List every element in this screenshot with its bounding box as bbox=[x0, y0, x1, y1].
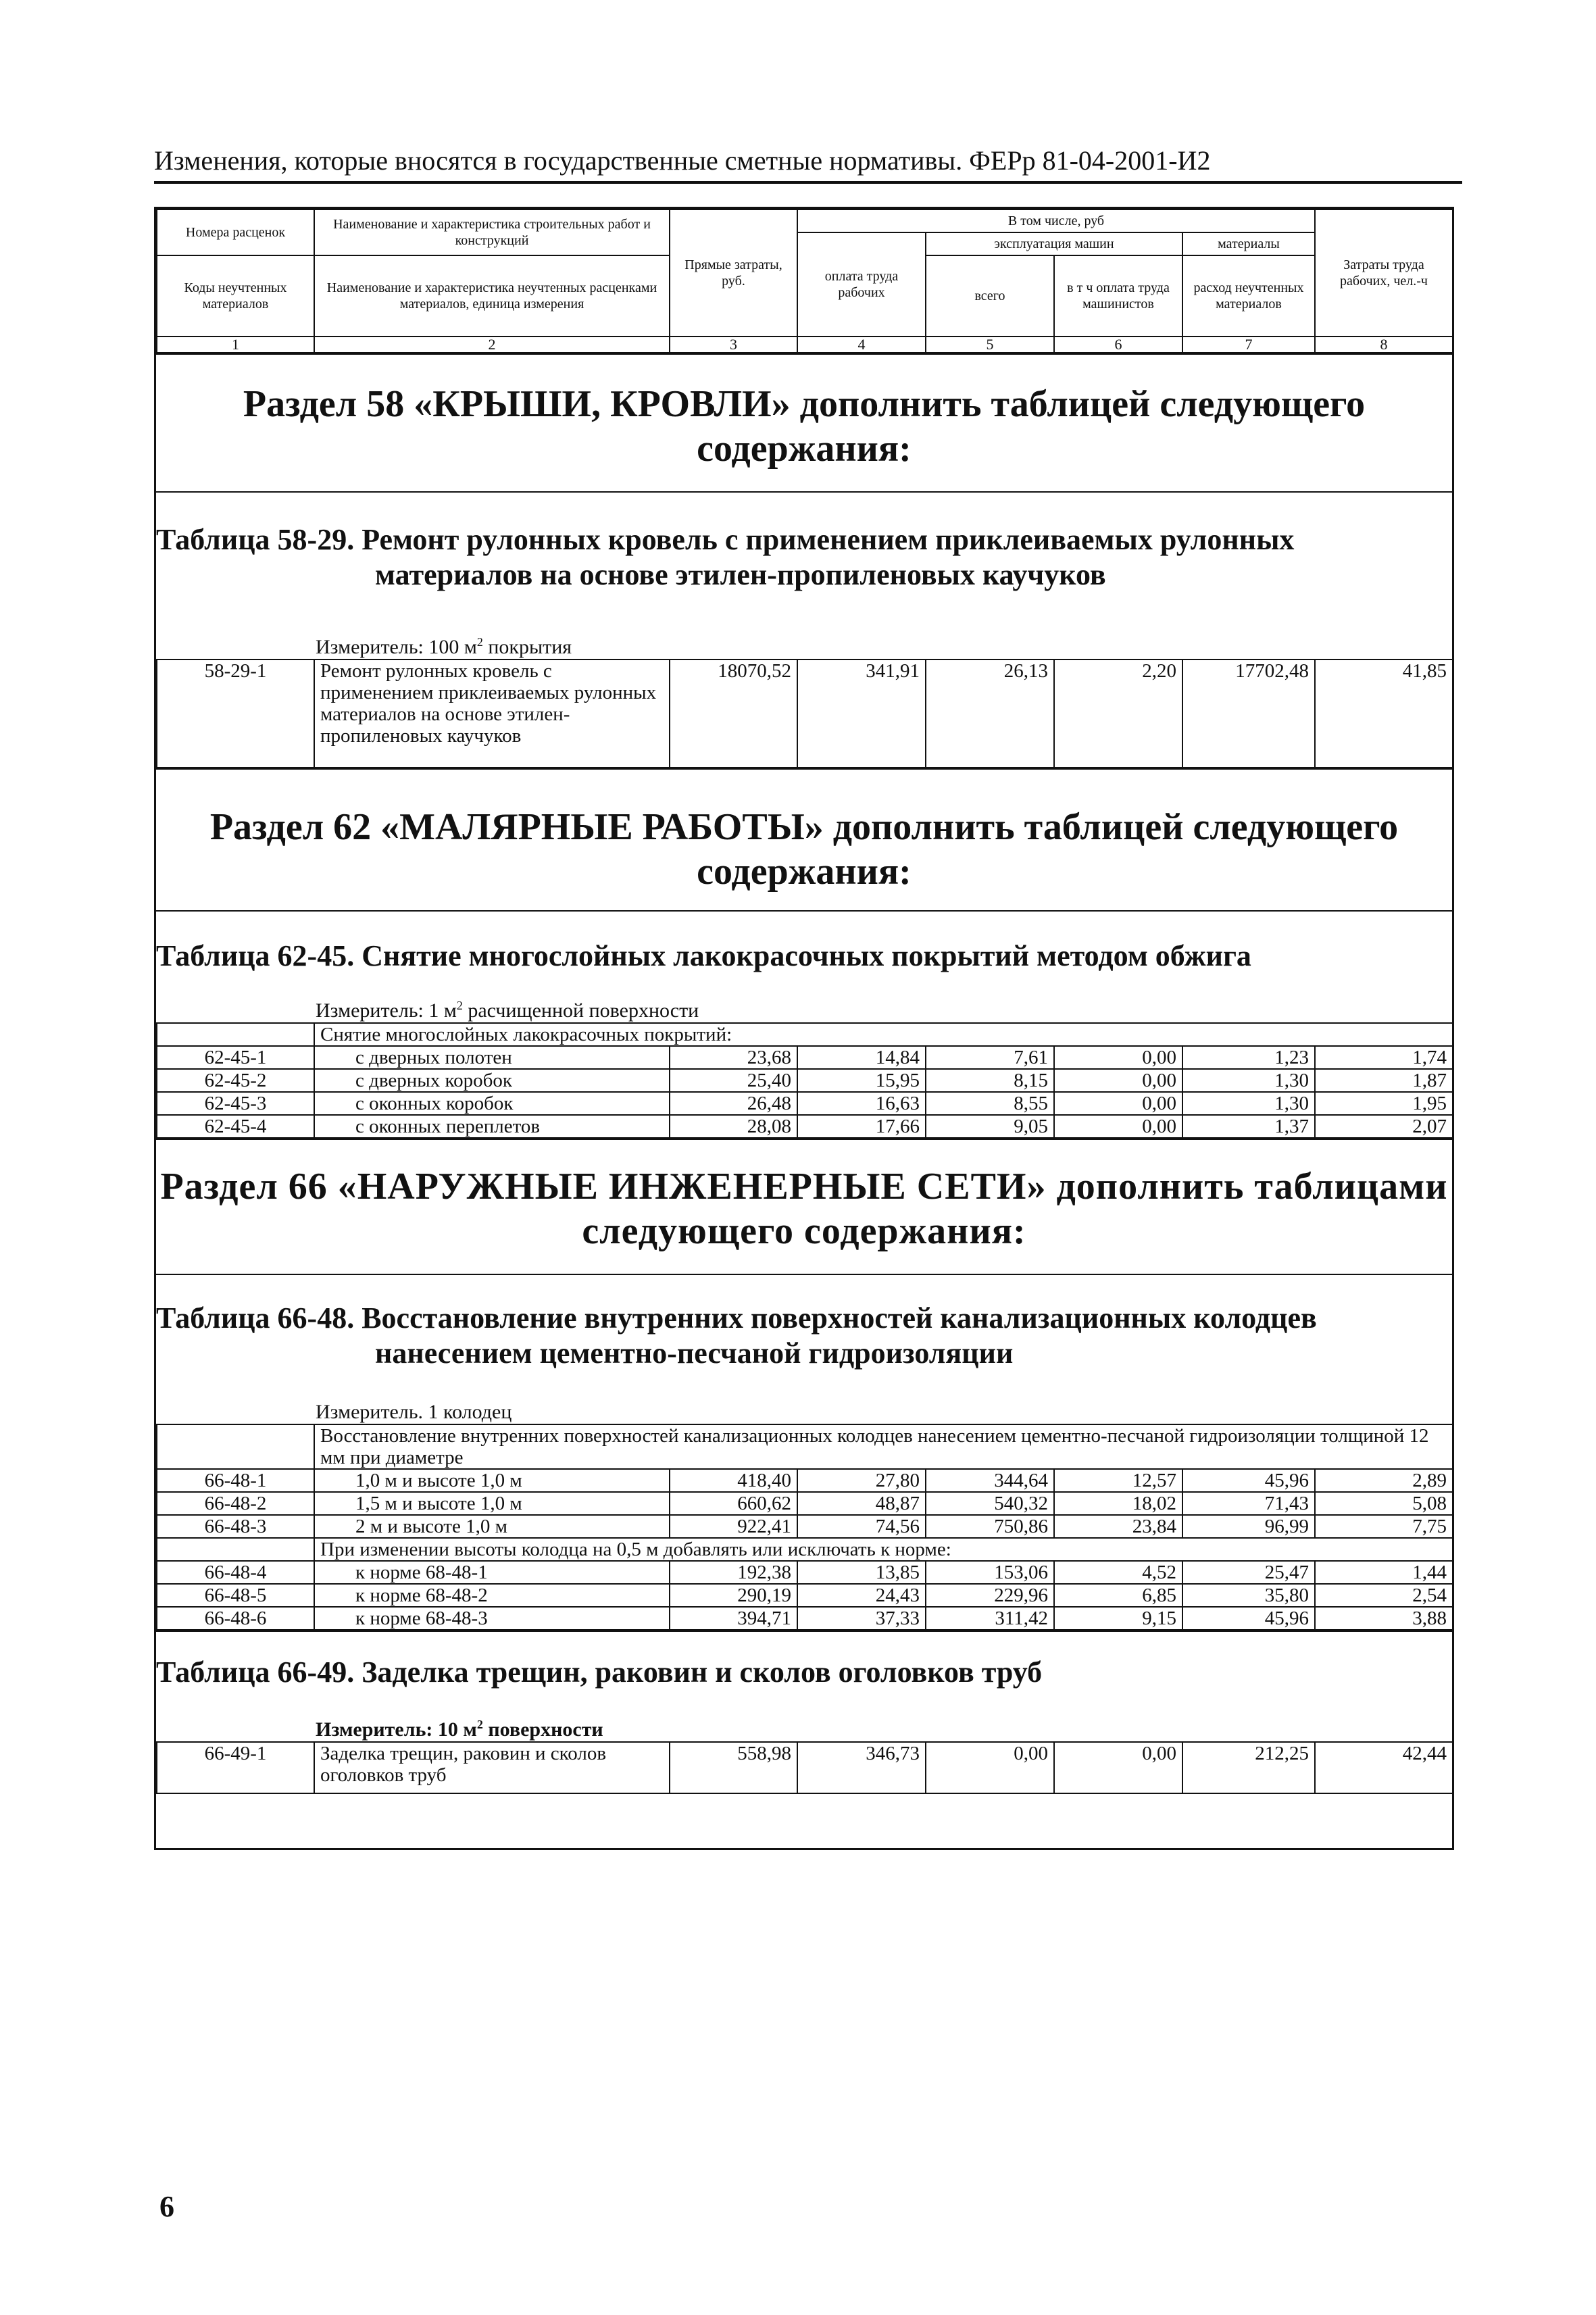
group-row bbox=[157, 1023, 1453, 1046]
row-name: 1,0 м и высоте 1,0 м bbox=[314, 1469, 670, 1492]
row-value: 8,15 bbox=[926, 1069, 1054, 1092]
row-value: 15,95 bbox=[797, 1069, 926, 1092]
row-value: 2,54 bbox=[1315, 1584, 1453, 1607]
note-row bbox=[157, 1538, 1453, 1561]
row-value: 1,74 bbox=[1315, 1046, 1453, 1069]
row-value: 2,89 bbox=[1315, 1469, 1453, 1492]
measure-62-45: Измеритель: 1 $м^2$ расчищенной поверхности bbox=[316, 999, 699, 1022]
col1-bottom: Коды неучтенных материалов bbox=[157, 255, 314, 337]
row-code: 62-45-2 bbox=[157, 1069, 314, 1092]
col4: оплата труда рабочих bbox=[797, 232, 926, 337]
row-value: 9,15 bbox=[1054, 1607, 1182, 1630]
row-name: к норме 68-48-1 bbox=[314, 1561, 670, 1584]
row-value: 17702,48 bbox=[1182, 659, 1315, 768]
row-value: 45,96 bbox=[1182, 1607, 1315, 1630]
row-value: 12,57 bbox=[1054, 1469, 1182, 1492]
col-num: 1 bbox=[157, 337, 314, 353]
table-title-66-49: Таблица 66-49. Заделка трещин, раковин и сколов оголовков труб bbox=[156, 1631, 1452, 1690]
table-title-line: нанесением цементно-песчаной гидроизоляции bbox=[375, 1337, 1014, 1370]
row-value: 7,61 bbox=[926, 1046, 1054, 1069]
col2-top: Наименование и характеристика строительных работ и конструкций bbox=[314, 209, 670, 255]
norms-table bbox=[154, 207, 1454, 1850]
group-row bbox=[157, 1424, 1453, 1469]
col6: в т ч оплата труда машинистов bbox=[1054, 255, 1182, 337]
col-num: 2 bbox=[314, 337, 670, 353]
table-title-line: Таблица 66-48. Восстановление внутренних поверхностей канализационных колодцев bbox=[156, 1301, 1317, 1335]
measure-58-29: Измеритель: 100 $м^2$ покрытия bbox=[316, 635, 572, 658]
row-value: 9,05 bbox=[926, 1115, 1054, 1138]
group-label: Снятие многослойных лакокрасочных покрытий: bbox=[314, 1023, 1453, 1046]
row-value: 24,43 bbox=[797, 1584, 926, 1607]
row-value: 0,00 bbox=[1054, 1115, 1182, 1138]
row-code: 62-45-4 bbox=[157, 1115, 314, 1138]
row-value: 28,08 bbox=[670, 1115, 797, 1138]
row-value: 26,48 bbox=[670, 1092, 797, 1115]
table-row bbox=[157, 659, 1453, 768]
row-value: 1,37 bbox=[1182, 1115, 1315, 1138]
row-value: 1,30 bbox=[1182, 1092, 1315, 1115]
row-code: 66-48-5 bbox=[157, 1584, 314, 1607]
row-value: 23,68 bbox=[670, 1046, 797, 1069]
row-value: 7,75 bbox=[1315, 1515, 1453, 1538]
row-value: 18,02 bbox=[1054, 1492, 1182, 1515]
row-name: с оконных переплетов bbox=[314, 1115, 670, 1138]
row-code: 66-48-1 bbox=[157, 1469, 314, 1492]
row-value: 290,19 bbox=[670, 1584, 797, 1607]
row-name: Заделка трещин, раковин и сколов оголовков труб bbox=[314, 1742, 670, 1793]
row-code: 62-45-3 bbox=[157, 1092, 314, 1115]
row-value: 74,56 bbox=[797, 1515, 926, 1538]
row-value: 96,99 bbox=[1182, 1515, 1315, 1538]
row-value: 192,38 bbox=[670, 1561, 797, 1584]
row-value: 25,40 bbox=[670, 1069, 797, 1092]
row-value: 558,98 bbox=[670, 1742, 797, 1793]
row-code: 66-48-4 bbox=[157, 1561, 314, 1584]
row-name: Ремонт рулонных кровель с применением приклеиваемых рулонных материалов на основе этилен-пропиленовых каучуков bbox=[314, 659, 670, 768]
col8: Затраты труда рабочих, чел.-ч bbox=[1315, 209, 1453, 337]
row-name: с оконных коробок bbox=[314, 1092, 670, 1115]
row-value: 2,20 bbox=[1054, 659, 1182, 768]
row-value: 6,85 bbox=[1054, 1584, 1182, 1607]
row-code: 62-45-1 bbox=[157, 1046, 314, 1069]
row-name: к норме 68-48-3 bbox=[314, 1607, 670, 1630]
row-value: 17,66 bbox=[797, 1115, 926, 1138]
machines-header: эксплуатация машин bbox=[926, 232, 1182, 255]
col-num: 5 bbox=[926, 337, 1054, 353]
col-num: 6 bbox=[1054, 337, 1182, 353]
section-heading-66: Раздел 66 «НАРУЖНЫЕ ИНЖЕНЕРНЫЕ СЕТИ» дополнить таблицами следующего содержания: bbox=[156, 1139, 1452, 1274]
col3: Прямые затраты, руб. bbox=[670, 209, 797, 337]
table-title-58-29 bbox=[156, 491, 1452, 593]
row-code: 58-29-1 bbox=[157, 659, 314, 768]
page-number: 6 bbox=[159, 2190, 174, 2223]
col2-bottom: Наименование и характеристика неучтенных расценками материалов, единица измерения bbox=[314, 255, 670, 337]
row-value: 26,13 bbox=[926, 659, 1054, 768]
row-value: 540,32 bbox=[926, 1492, 1054, 1515]
row-value: 14,84 bbox=[797, 1046, 926, 1069]
table-row bbox=[157, 1561, 1453, 1584]
row-value: 35,80 bbox=[1182, 1584, 1315, 1607]
data-table-66-48 bbox=[156, 1424, 1453, 1631]
table-row bbox=[157, 1046, 1453, 1069]
table-row bbox=[157, 1092, 1453, 1115]
row-value: 750,86 bbox=[926, 1515, 1054, 1538]
table-row bbox=[157, 1607, 1453, 1630]
note-label: При изменении высоты колодца на 0,5 м добавлять или исключать к норме: bbox=[314, 1538, 1453, 1561]
table-title-66-48 bbox=[156, 1274, 1452, 1371]
row-value: 344,64 bbox=[926, 1469, 1054, 1492]
table-row bbox=[157, 1115, 1453, 1138]
row-value: 45,96 bbox=[1182, 1469, 1315, 1492]
table-row bbox=[157, 1069, 1453, 1092]
table-row bbox=[157, 1515, 1453, 1538]
section-heading-62: Раздел 62 «МАЛЯРНЫЕ РАБОТЫ» дополнить таблицей следующего содержания: bbox=[156, 768, 1452, 910]
row-name: с дверных коробок bbox=[314, 1069, 670, 1092]
row-value: 1,95 bbox=[1315, 1092, 1453, 1115]
table-title-line: Таблица 58-29. Ремонт рулонных кровель с применением приклеиваемых рулонных bbox=[156, 523, 1295, 556]
row-value: 660,62 bbox=[670, 1492, 797, 1515]
row-value: 229,96 bbox=[926, 1584, 1054, 1607]
row-value: 2,07 bbox=[1315, 1115, 1453, 1138]
row-value: 13,85 bbox=[797, 1561, 926, 1584]
row-value: 48,87 bbox=[797, 1492, 926, 1515]
row-value: 16,63 bbox=[797, 1092, 926, 1115]
row-value: 346,73 bbox=[797, 1742, 926, 1793]
row-value: 25,47 bbox=[1182, 1561, 1315, 1584]
col7: расход неучтенных материалов bbox=[1182, 255, 1315, 337]
incl-header: В том числе, руб bbox=[797, 209, 1315, 232]
page-header: Изменения, которые вносятся в государственные сметные нормативы. ФЕРр 81-04-2001-И2 bbox=[154, 145, 1462, 184]
data-table-62-45 bbox=[156, 1022, 1453, 1139]
row-value: 212,25 bbox=[1182, 1742, 1315, 1793]
row-value: 42,44 bbox=[1315, 1742, 1453, 1793]
row-value: 18070,52 bbox=[670, 659, 797, 768]
table-row bbox=[157, 1492, 1453, 1515]
row-value: 8,55 bbox=[926, 1092, 1054, 1115]
row-name: к норме 68-48-2 bbox=[314, 1584, 670, 1607]
row-code: 66-48-3 bbox=[157, 1515, 314, 1538]
row-value: 0,00 bbox=[926, 1742, 1054, 1793]
row-value: 3,88 bbox=[1315, 1607, 1453, 1630]
table-row bbox=[157, 1469, 1453, 1492]
row-value: 41,85 bbox=[1315, 659, 1453, 768]
col-num: 8 bbox=[1315, 337, 1453, 353]
row-value: 4,52 bbox=[1054, 1561, 1182, 1584]
row-value: 0,00 bbox=[1054, 1092, 1182, 1115]
data-table-66-49 bbox=[156, 1741, 1453, 1794]
row-value: 1,87 bbox=[1315, 1069, 1453, 1092]
row-code: 66-49-1 bbox=[157, 1742, 314, 1793]
row-value: 71,43 bbox=[1182, 1492, 1315, 1515]
section-heading-58: Раздел 58 «КРЫШИ, КРОВЛИ» дополнить таблицей следующего содержания: bbox=[156, 353, 1452, 491]
row-name: 2 м и высоте 1,0 м bbox=[314, 1515, 670, 1538]
table-title-62-45: Таблица 62-45. Снятие многослойных лакокрасочных покрытий методом обжига bbox=[156, 910, 1452, 974]
row-value: 37,33 bbox=[797, 1607, 926, 1630]
measure-66-48: Измеритель. 1 колодец bbox=[316, 1401, 512, 1423]
row-code: 66-48-6 bbox=[157, 1607, 314, 1630]
data-table-58-29 bbox=[156, 659, 1453, 768]
col-num: 4 bbox=[797, 337, 926, 353]
row-name: 1,5 м и высоте 1,0 м bbox=[314, 1492, 670, 1515]
col-num: 3 bbox=[670, 337, 797, 353]
row-value: 1,44 bbox=[1315, 1561, 1453, 1584]
row-value: 394,71 bbox=[670, 1607, 797, 1630]
group-label: Восстановление внутренних поверхностей канализационных колодцев нанесением цементно-песчаной гидроизоляции толщиной 12 мм при диаметре bbox=[314, 1424, 1453, 1469]
col-num: 7 bbox=[1182, 337, 1315, 353]
col1-top: Номера расценок bbox=[157, 209, 314, 255]
row-name: с дверных полотен bbox=[314, 1046, 670, 1069]
row-value: 0,00 bbox=[1054, 1069, 1182, 1092]
row-value: 1,30 bbox=[1182, 1069, 1315, 1092]
column-header bbox=[156, 209, 1453, 353]
row-value: 0,00 bbox=[1054, 1742, 1182, 1793]
row-value: 341,91 bbox=[797, 659, 926, 768]
row-value: 0,00 bbox=[1054, 1046, 1182, 1069]
table-row bbox=[157, 1742, 1453, 1793]
row-value: 153,06 bbox=[926, 1561, 1054, 1584]
row-value: 23,84 bbox=[1054, 1515, 1182, 1538]
row-value: 5,08 bbox=[1315, 1492, 1453, 1515]
row-value: 27,80 bbox=[797, 1469, 926, 1492]
row-code: 66-48-2 bbox=[157, 1492, 314, 1515]
table-row bbox=[157, 1584, 1453, 1607]
row-value: 311,42 bbox=[926, 1607, 1054, 1630]
table-title-line: материалов на основе этилен-пропиленовых каучуков bbox=[375, 558, 1106, 591]
col5: всего bbox=[926, 255, 1054, 337]
row-value: 922,41 bbox=[670, 1515, 797, 1538]
row-value: 418,40 bbox=[670, 1469, 797, 1492]
row-value: 1,23 bbox=[1182, 1046, 1315, 1069]
measure-66-49: Измеритель: 10 $м^2$ поверхности bbox=[316, 1718, 603, 1741]
materials-header: материалы bbox=[1182, 232, 1315, 255]
